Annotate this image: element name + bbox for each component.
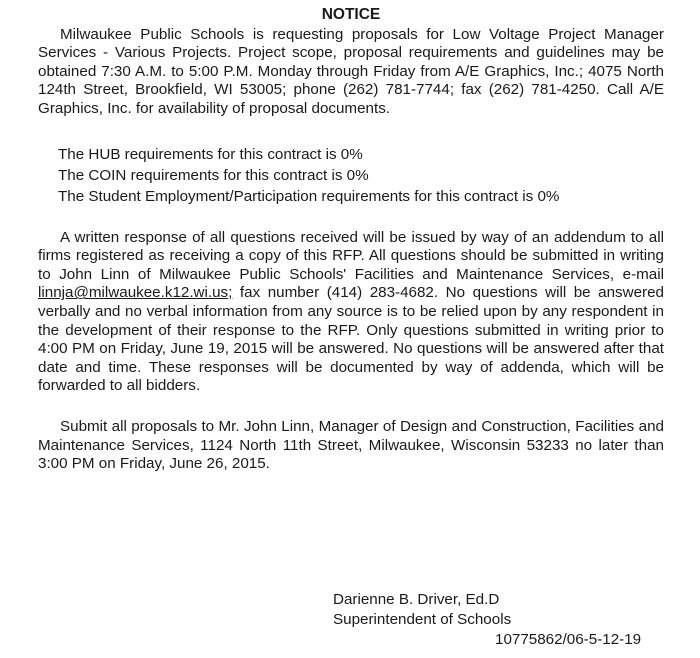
requirements-list	[38, 144, 664, 207]
coin-requirement: The COIN requirements for this contract is 0%	[58, 166, 369, 184]
notice-title: NOTICE	[321, 6, 381, 23]
questions-text-start: A written response of all questions received will be issued by way of an addendum to all firms registered as receiving a copy of this RFP. All questions should be submitted in writing to John Linn of Milwaukee Public Schools' Facilities and Maintenance Services, e-mail	[38, 228, 664, 283]
notice-body	[38, 6, 664, 474]
reference-number: 10775862/06-5-12-19	[495, 631, 642, 648]
contact-email-link[interactable]: linnja@milwaukee.k12.wi.us;	[38, 284, 233, 302]
questions-text-end: fax number (414) 283-4682. No questions will be answered verbally and no verbal information from any source is to be relied upon by any respondent in the development of their response to the RFP. Only questions submitted in writing prior to 4:00 PM on Friday, June 19, 2015 will be answered. No questions will be answered after that date and time. These responses will be documented by way of addenda, which will be forwarded to all bidders.	[38, 284, 664, 395]
intro-paragraph: Milwaukee Public Schools is requesting proposals for Low Voltage Project Manager Services - Various Projects. Project scope, proposal requirements and guidelines may be obtained 7:30 A.M. to 5:00 P.M. Monday through Friday from A/E Graphics, Inc.; 4075 North 124th Street, Brookfield, WI 53005; phone (262) 781-7744; fax (262) 781-4250. Call A/E Graphics, Inc. for availability of proposal documents.	[38, 25, 664, 117]
submission-paragraph: Submit all proposals to Mr. John Linn, Manager of Design and Construction, Facilities and Maintenance Services, 1124 North 11th Street, Milwaukee, Wisconsin 53233 no later than 3:00 PM on Friday, June 26, 2015.	[38, 417, 664, 473]
hub-requirement: The HUB requirements for this contract is 0%	[58, 145, 363, 163]
signer-name: Darienne B. Driver, Ed.D	[333, 591, 500, 608]
questions-paragraph	[38, 229, 664, 396]
student-employment-requirement: The Student Employment/Participation requirements for this contract is 0%	[58, 187, 560, 205]
signature-block	[333, 590, 641, 650]
signer-title: Superintendent of Schools	[333, 611, 512, 628]
